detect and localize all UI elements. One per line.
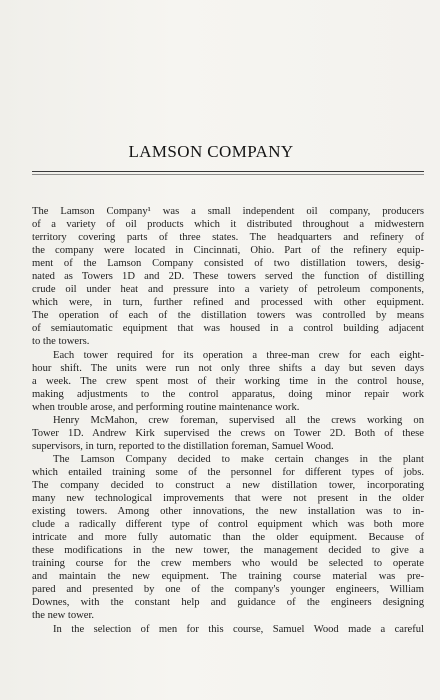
text-line: to the towers. <box>32 336 90 348</box>
text-line: The Lamson Company¹ was a small independent oil company, producers <box>32 206 424 217</box>
text-line: Each tower required for its operation a three-man crew for each eight- <box>53 349 424 361</box>
text-line: which entailed training some of the personnel for different types of jobs. <box>32 466 424 478</box>
text-line: The company decided to construct a new distillation tower, incorporating <box>32 479 424 491</box>
title-rule <box>32 171 424 172</box>
title-rule-shadow <box>32 174 424 175</box>
text-line: which were, in turn, further refined and processed with other equipment. <box>32 297 424 309</box>
text-line: The operation of each of the distillation towers was controlled by means <box>32 310 424 322</box>
text-line: supervisors, in turn, reported to the distillation foreman, Samuel Wood. <box>32 440 334 452</box>
text-line: training course for the crew members who would be selected to operate <box>32 558 424 570</box>
text-line: hour shift. The units were run not only three shifts a day but seven days <box>32 362 424 374</box>
text-line: intricate and more fully automatic than the older equipment. Because of <box>32 532 424 544</box>
text-line: pared and presented by one of the company's younger engineers, William <box>32 584 424 596</box>
text-line: making adjustments to the control apparatus, doing minor repair work <box>32 388 424 400</box>
text-line: Tower 1D. Andrew Kirk supervised the crews on Tower 2D. Both of these <box>32 427 424 439</box>
text-line: The Lamson Company decided to make certain changes in the plant <box>53 453 424 465</box>
text-line: these modifications in the new tower, the management decided to give a <box>32 545 424 557</box>
text-line: and maintain the new equipment. The training course material was pre- <box>32 571 424 583</box>
text-line: crude oil under heat and pressure into a variety of petroleum components, <box>32 284 424 296</box>
text-line: many new technological improvements that were not present in the older <box>32 493 424 505</box>
text-line: territory covering parts of three states. The headquarters and refinery of <box>32 232 424 244</box>
text-line: Downes, with the constant help and guidance of the engineers designing <box>32 597 424 609</box>
text-line: existing towers. Among other innovations, the new installation was to in- <box>32 506 424 518</box>
text-line: the company were located in Cincinnati, Ohio. Part of the refinery equip- <box>32 245 424 257</box>
text-line: Henry McMahon, crew foreman, supervised all the crews working on <box>53 414 424 426</box>
body-text <box>32 205 424 636</box>
text-line: ment of the Lamson Company consisted of two distillation towers, desig- <box>32 258 424 270</box>
text-line: of a variety of oil products which it distributed throughout a midwestern <box>32 219 424 231</box>
page-title: LAMSON COMPANY <box>128 142 294 161</box>
text-line: In the selection of men for this course, Samuel Wood made a careful <box>53 623 424 635</box>
text-line: when trouble arose, and performing routine maintenance work. <box>32 401 300 413</box>
text-line: a week. The crew spent most of their working time in the control house, <box>32 375 424 387</box>
text-line: nated as Towers 1D and 2D. These towers served the function of distilling <box>32 271 424 283</box>
text-line: the new tower. <box>32 610 95 622</box>
text-line: of semiautomatic equipment that was housed in a control building adjacent <box>32 323 424 335</box>
text-line: clude a radically different type of control equipment which was both more <box>32 519 424 531</box>
